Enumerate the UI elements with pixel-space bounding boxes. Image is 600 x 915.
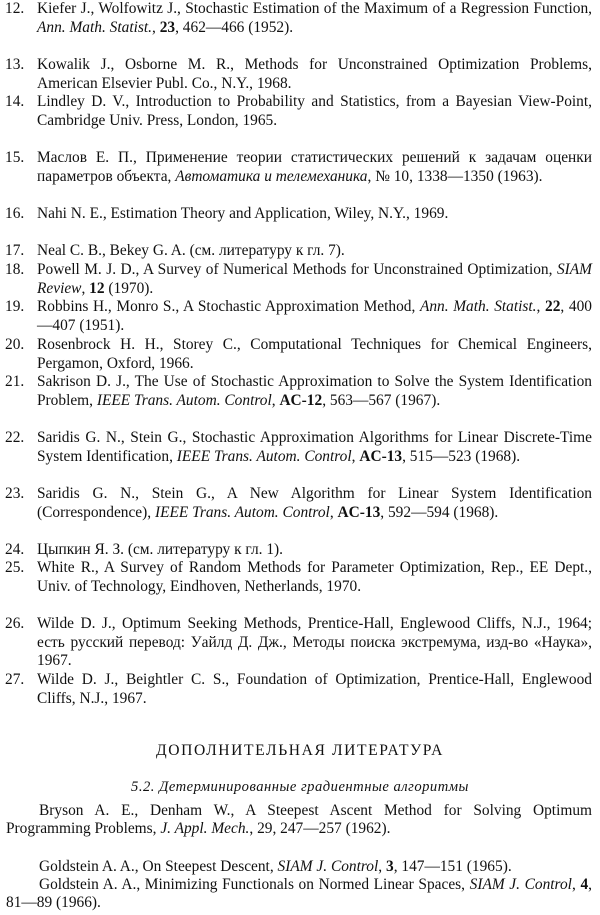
- reference-23: [0, 485, 600, 522]
- reference-text: [37, 485, 592, 522]
- text-segment: Kiefer J., Wolfowitz J., Stochastic Estimation of the Maximum of a Regression Function,: [37, 0, 592, 17]
- reference-text: [37, 298, 592, 335]
- volume-number: 12: [89, 279, 105, 297]
- reference-22: [0, 429, 600, 466]
- text-segment: Wilde D. J., Optimum Seeking Methods, Prentice-Hall, Englewood Cliffs, N.J., 1964; есть русский перевод: Уайлд Д. Дж., Методы поиска экстремума, изд-во «Наука», 1967.: [37, 615, 592, 670]
- reference-text: [37, 149, 592, 186]
- text-segment: Sakrison D. J., The Use of Stochastic Approximation to Solve the System Identification Problem,: [37, 373, 592, 409]
- reference-text: [37, 429, 592, 466]
- volume-number: AC-13: [359, 447, 403, 465]
- reference-number: 26.: [5, 615, 25, 632]
- volume-number: 22: [545, 298, 561, 315]
- reference-text: [37, 205, 592, 224]
- text-segment: , 147—151 (1965).: [393, 858, 512, 875]
- reference-number: 15.: [5, 149, 25, 166]
- reference-number: 12.: [5, 0, 25, 17]
- reference-27: [0, 671, 600, 708]
- reference-number: 19.: [5, 298, 25, 315]
- text-segment: ,: [329, 503, 338, 521]
- text-segment: , 592—594 (1968).: [380, 503, 499, 521]
- reference-text: [37, 373, 592, 410]
- text-segment: , № 10, 1338—1350 (1963).: [367, 167, 543, 185]
- journal-title: IEEE Trans. Autom. Control: [96, 391, 272, 409]
- text-segment: ,: [378, 858, 386, 875]
- text-segment: , 462—466 (1952).: [175, 18, 294, 36]
- text-segment: ,: [571, 876, 581, 893]
- reference-text: [37, 56, 592, 93]
- reference-number: 23.: [5, 485, 25, 502]
- reference-text: [37, 671, 592, 708]
- text-segment: Goldstein A. A., On Steepest Descent,: [39, 858, 278, 875]
- reference-text: [37, 93, 592, 130]
- reference-25: [0, 559, 600, 596]
- text-segment: Robbins H., Monro S., A Stochastic Approximation Method,: [37, 298, 420, 315]
- journal-title: Ann. Math. Statist.: [419, 298, 537, 315]
- reference-text: [6, 876, 592, 912]
- reference-text: [37, 541, 592, 560]
- journal-title: SIAM Review: [37, 261, 592, 297]
- reference-17: [0, 242, 600, 261]
- text-segment: Saridis G. N., Stein G., Stochastic Approximation Algorithms for Linear Discrete-Time System Identification,: [37, 429, 592, 465]
- additional-reference-bryson: [0, 802, 600, 838]
- reference-number: 25.: [5, 559, 25, 576]
- text-segment: Powell M. J. D., A Survey of Numerical Methods for Unconstrained Optimization,: [37, 261, 557, 278]
- text-segment: Цыпкин Я. З. (см. литературу к гл. 1).: [37, 541, 284, 558]
- text-segment: ,: [536, 298, 546, 315]
- text-segment: Goldstein A. A., Minimizing Functionals on Normed Linear Spaces,: [39, 876, 470, 893]
- text-segment: Kowalik J., Osborne M. R., Methods for Unconstrained Optimization Problems, American Elsevier Publ. Co., N.Y., 1968.: [37, 56, 592, 92]
- reference-text: [37, 0, 592, 37]
- journal-title: IEEE Trans. Autom. Control: [154, 503, 330, 521]
- section-heading: ДОПОЛНИТЕЛЬНАЯ ЛИТЕРАТУРА: [156, 742, 444, 759]
- text-segment: Saridis G. N., Stein G., A New Algorithm for Linear System Identification (Correspondence),: [37, 485, 592, 521]
- journal-title: Автоматика и телемеханика: [175, 167, 368, 185]
- reference-number: 18.: [5, 261, 25, 278]
- reference-18: [0, 261, 600, 298]
- reference-16: [0, 205, 600, 224]
- text-segment: Rosenbrock H. H., Storey C., Computational Techniques for Chemical Engineers, Pergamon, Oxford, 1966.: [37, 336, 592, 372]
- text-segment: , 563—567 (1967).: [322, 391, 441, 409]
- reference-text: [37, 559, 592, 596]
- journal-title: Ann. Math. Statist.: [37, 18, 153, 36]
- reference-21: [0, 373, 600, 410]
- reference-text: [37, 336, 592, 373]
- journal-title: SIAM J. Control: [469, 876, 572, 893]
- additional-reference-goldstein-1965: [0, 858, 600, 876]
- reference-text: [37, 615, 592, 671]
- volume-number: 3: [385, 858, 394, 875]
- reference-14: [0, 93, 600, 130]
- reference-number: 17.: [5, 242, 25, 259]
- text-segment: Nahi N. E., Estimation Theory and Application, Wiley, N.Y., 1969.: [37, 205, 449, 222]
- text-segment: ,: [81, 279, 90, 297]
- volume-number: AC-12: [279, 391, 323, 409]
- reference-15: [0, 149, 600, 186]
- text-segment: White R., A Survey of Random Methods for Parameter Optimization, Rep., EE Dept., Univ. of Technology, Eindhoven, Netherlands, 1970.: [37, 559, 592, 595]
- text-segment: Neal C. B., Bekey G. A. (см. литературу к гл. 7).: [37, 242, 345, 259]
- text-segment: , 29, 247—257 (1962).: [249, 820, 391, 838]
- reference-number: 20.: [5, 336, 25, 353]
- text-segment: Wilde D. J., Beightler C. S., Foundation of Optimization, Prentice-Hall, Englewood Cliffs, N.J., 1967.: [37, 671, 592, 707]
- reference-text: [6, 802, 592, 838]
- reference-number: 24.: [5, 541, 25, 558]
- volume-number: AC-13: [337, 503, 381, 521]
- text-segment: Bryson A. E., Denham W., A Steepest Ascent Method for Solving Optimum Programming Problems,: [6, 802, 592, 838]
- reference-number: 13.: [5, 56, 25, 73]
- additional-reference-goldstein-1966: [0, 876, 600, 912]
- journal-title: J. Appl. Mech.: [160, 820, 250, 838]
- reference-text: [37, 261, 592, 298]
- subsection-heading: 5.2. Детерминированные градиентные алгоритмы: [131, 779, 469, 795]
- text-segment: Маслов Е. П., Применение теории статистических решений к задачам оценки параметров объекта,: [37, 149, 592, 185]
- text-segment: , 81—89 (1966).: [6, 876, 592, 912]
- text-segment: , 400—407 (1951).: [37, 298, 592, 334]
- reference-19: [0, 298, 600, 335]
- reference-20: [0, 336, 600, 373]
- volume-number: 23: [159, 18, 176, 36]
- reference-13: [0, 56, 600, 93]
- reference-number: 22.: [5, 429, 25, 446]
- text-segment: ,: [351, 447, 360, 465]
- text-segment: ,: [271, 391, 280, 409]
- reference-number: 14.: [5, 93, 25, 110]
- volume-number: 4: [580, 876, 589, 893]
- reference-24: [0, 541, 600, 560]
- journal-title: IEEE Trans. Autom. Control: [176, 447, 352, 465]
- reference-12: [0, 0, 600, 37]
- reference-number: 27.: [5, 671, 25, 688]
- reference-number: 16.: [5, 205, 25, 222]
- reference-number: 21.: [5, 373, 25, 390]
- text-segment: Lindley D. V., Introduction to Probability and Statistics, from a Bayesian View-Point, Cambridge Univ. Press, London, 1965.: [37, 93, 592, 129]
- reference-text: [37, 242, 592, 261]
- reference-26: [0, 615, 600, 671]
- reference-text: [6, 858, 592, 876]
- text-segment: , 515—523 (1968).: [402, 447, 521, 465]
- journal-title: SIAM J. Control: [277, 858, 379, 875]
- text-segment: ,: [152, 18, 160, 36]
- text-segment: (1970).: [104, 279, 154, 297]
